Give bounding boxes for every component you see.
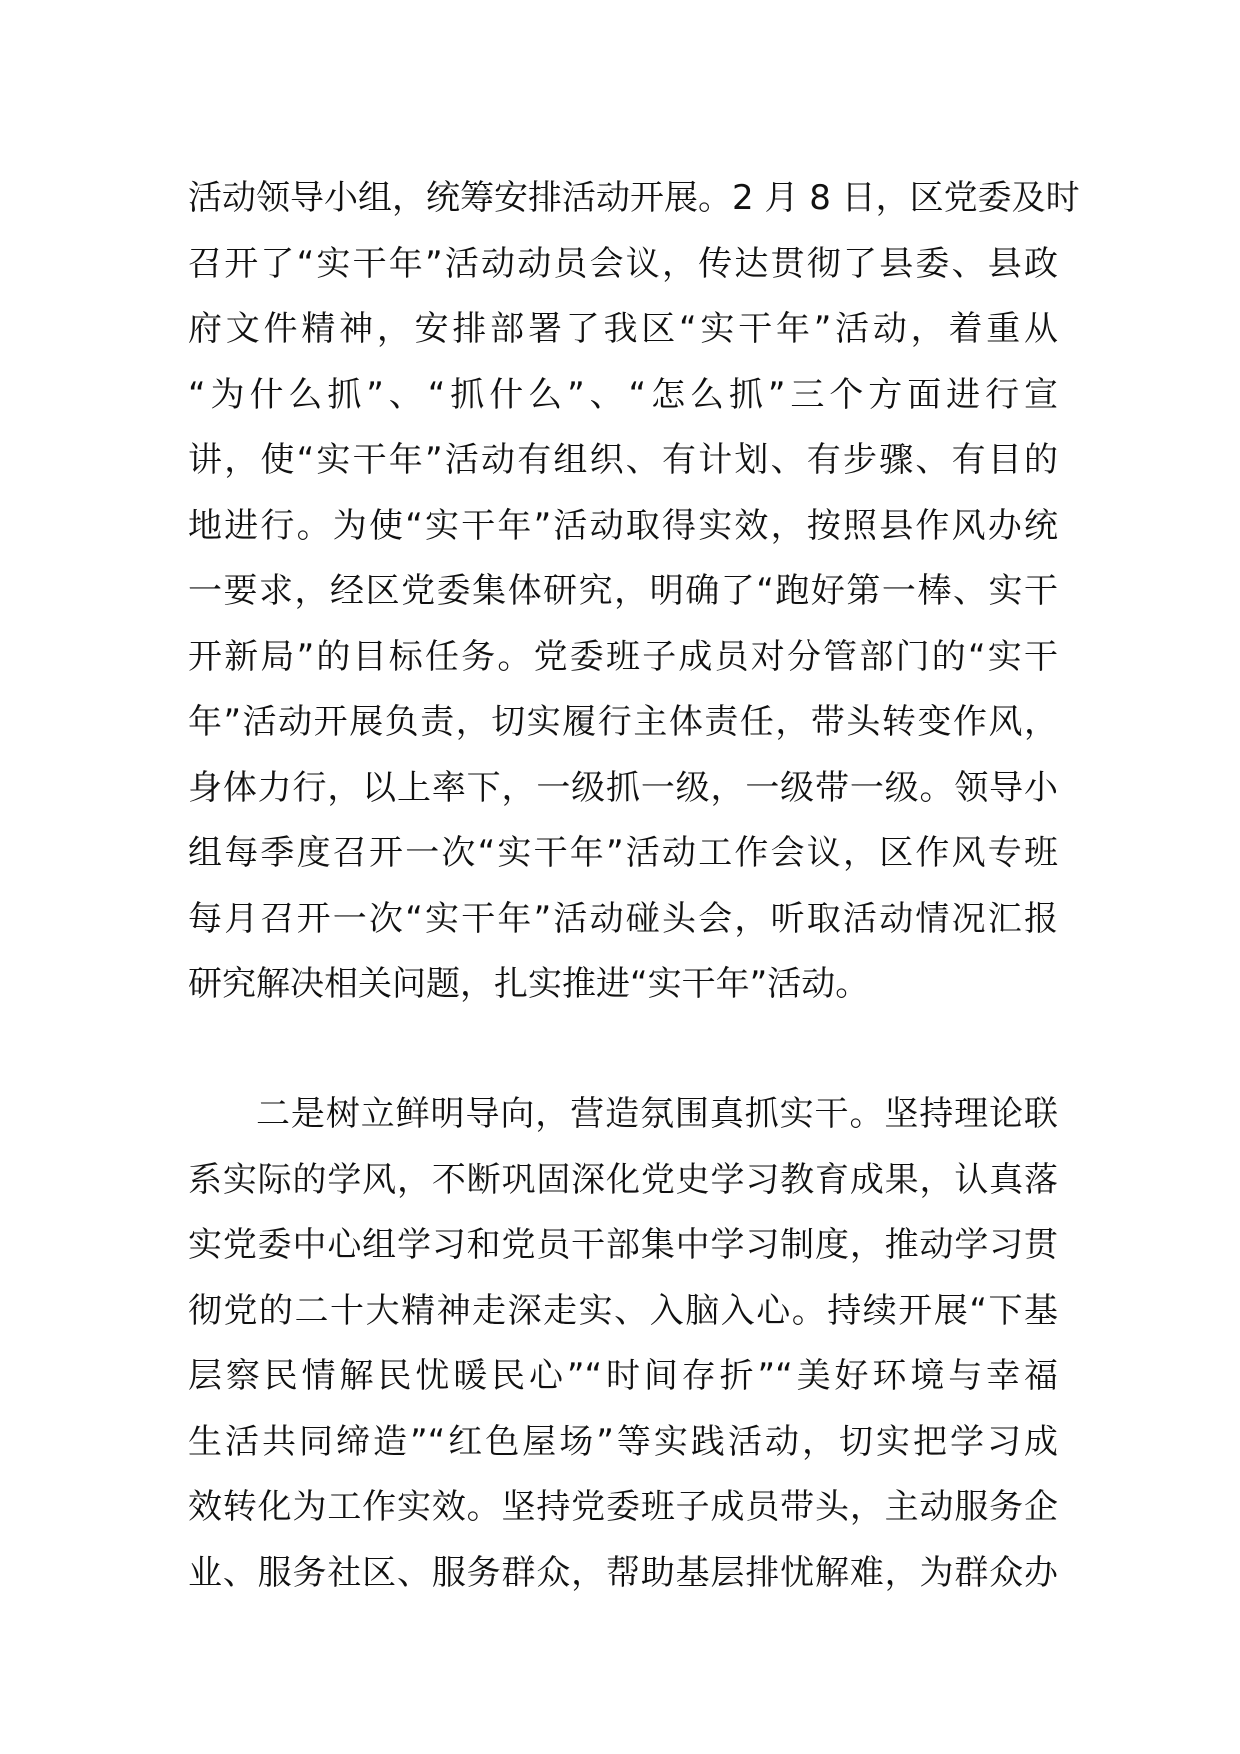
text-line: 召开了“实干年”活动动员会议，传达贯彻了县委、县政 bbox=[188, 243, 1058, 284]
text-line: 研究解决相关问题，扎实推进“实干年”活动。 bbox=[188, 964, 870, 1004]
paragraph-2 bbox=[188, 1082, 1058, 1606]
text-line: 彻党的二十大精神走深走实、入脑入心。持续开展“下基 bbox=[188, 1290, 1058, 1331]
text-line: 系实际的学风，不断巩固深化党史学习教育成果，认真落 bbox=[188, 1159, 1058, 1200]
text-line: 讲，使“实干年”活动有组织、有计划、有步骤、有目的 bbox=[188, 440, 1058, 480]
text-line: 二是树立鲜明导向，营造氛围真抓实干。坚持理论联 bbox=[256, 1094, 1058, 1134]
text-line: 效转化为工作实效。坚持党委班子成员带头，主动服务企 bbox=[188, 1487, 1058, 1527]
text-line: 每月召开一次“实干年”活动碰头会，听取活动情况汇报 bbox=[188, 898, 1058, 939]
text-line: 业、服务社区、服务群众，帮助基层排忧解难，为群众办 bbox=[188, 1552, 1058, 1593]
text-line: 年”活动开展负责，切实履行主体责任，带头转变作风， bbox=[188, 702, 1058, 742]
text-line: 一要求，经区党委集体研究，明确了“跑好第一棒、实干 bbox=[188, 571, 1058, 611]
text-line: “为什么抓”、“抓什么”、“怎么抓”三个方面进行宣 bbox=[188, 374, 1058, 415]
text-line: 生活共同缔造”“红色屋场”等实践活动，切实把学习成 bbox=[188, 1421, 1058, 1462]
text-line: 府文件精神，安排部署了我区“实干年”活动，着重从 bbox=[188, 309, 1058, 349]
text-line: 实党委中心组学习和党员干部集中学习制度，推动学习贯 bbox=[188, 1225, 1058, 1265]
text-line: 地进行。为使“实干年”活动取得实效，按照县作风办统 bbox=[188, 505, 1058, 546]
text-line: 活动领导小组，统筹安排活动开展。2 月 8 日，区党委及时 bbox=[188, 178, 1080, 218]
text-line: 层察民情解民忧暖民心”“时间存折”“美好环境与幸福 bbox=[188, 1356, 1058, 1396]
text-line: 身体力行，以上率下，一级抓一级，一级带一级。领导小 bbox=[188, 767, 1058, 808]
text-line: 组每季度召开一次“实干年”活动工作会议，区作风专班 bbox=[188, 833, 1058, 873]
text-line: 开新局”的目标任务。党委班子成员对分管部门的“实干 bbox=[188, 636, 1058, 677]
paragraph-1 bbox=[188, 166, 1080, 1018]
